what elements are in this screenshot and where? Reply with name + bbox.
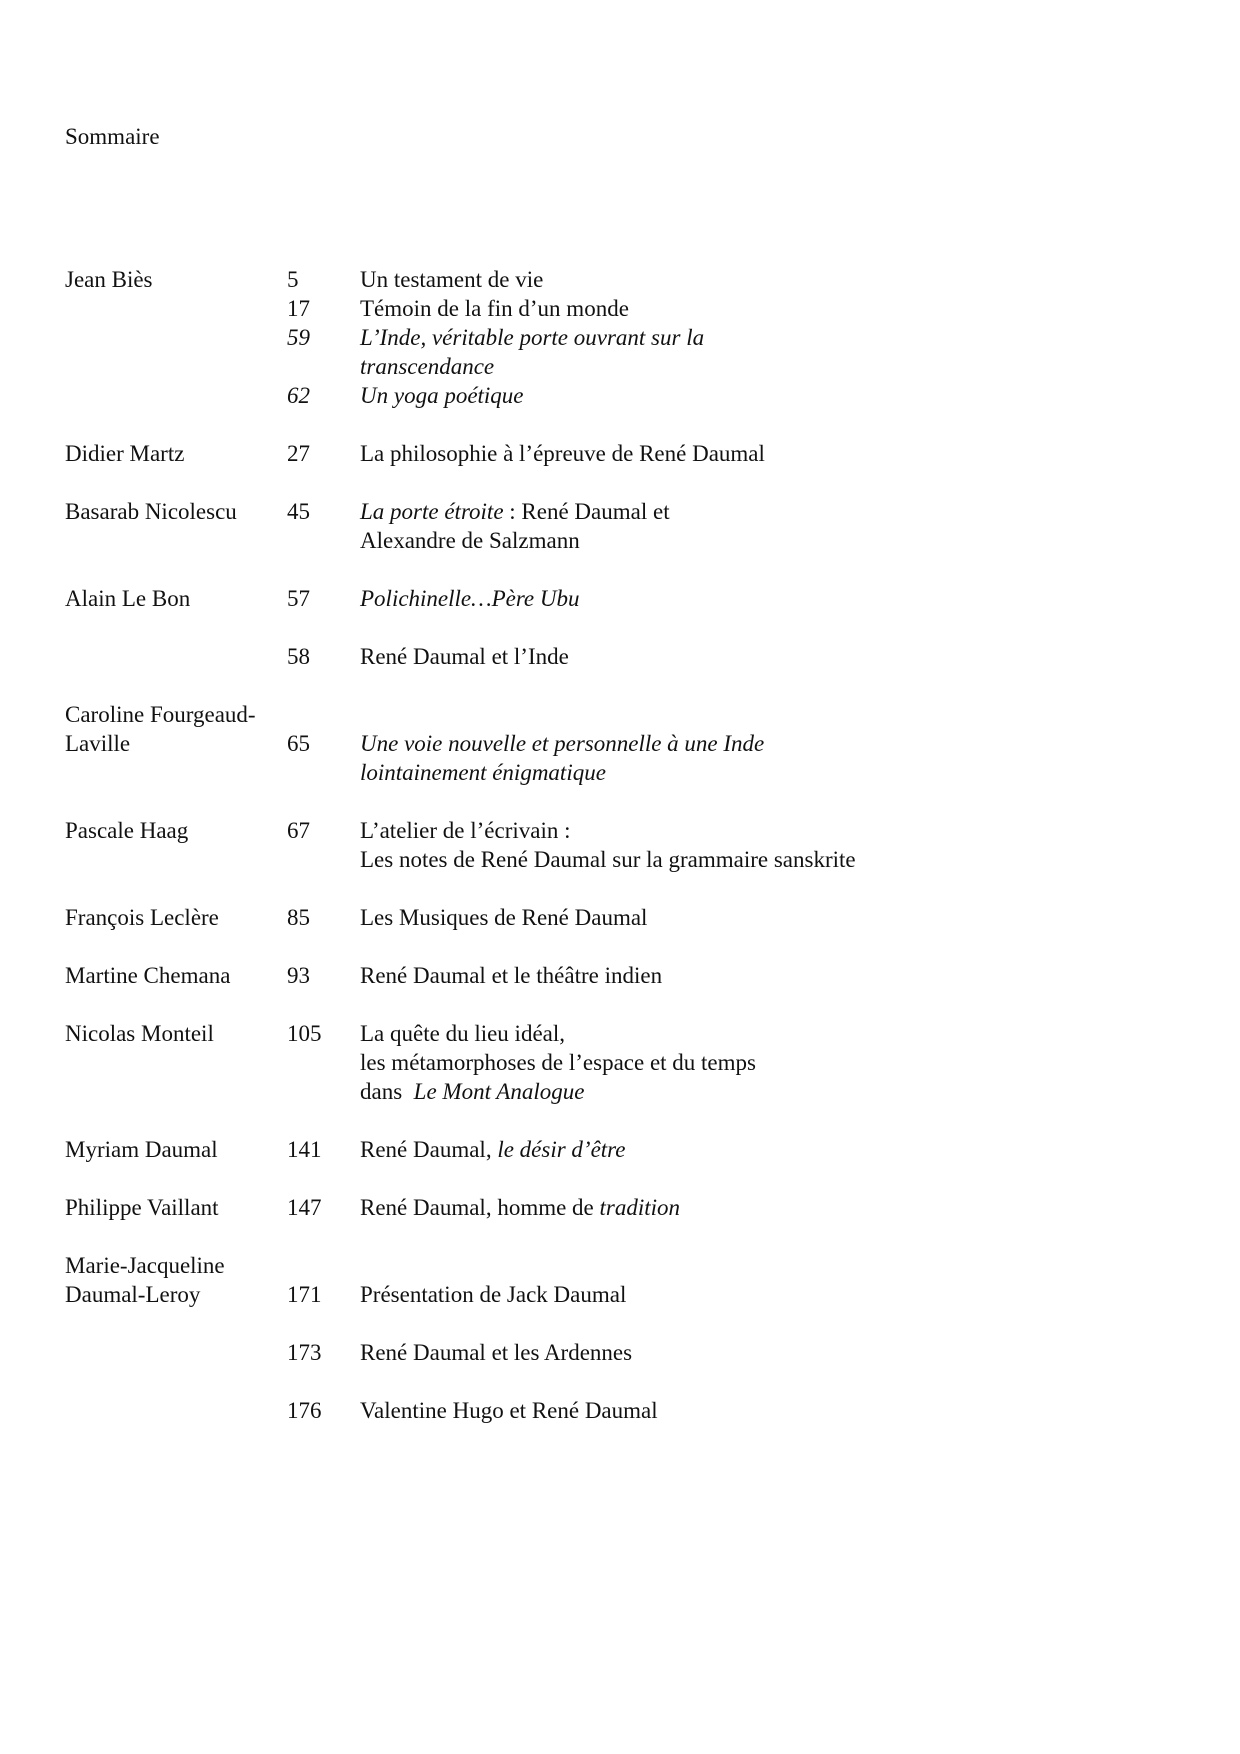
toc-title-fragment: le désir d’être [497,1137,626,1162]
toc-title-fragment: les métamorphoses de l’espace et du temps [360,1050,756,1075]
toc-entry [65,642,1165,671]
toc-title-line: La philosophie à l’épreuve de René Daumal [360,441,765,466]
toc-author: Basarab Nicolescu [65,499,237,524]
toc-title-line [360,526,1165,555]
toc-page-number: 58 [287,644,310,669]
toc-page-number: 141 [287,1137,322,1162]
toc-page-number: 17 [287,296,310,321]
toc-title [360,1338,1165,1367]
toc-entry [65,961,1165,990]
toc-title-line: L’Inde, véritable porte ouvrant sur la [360,325,705,350]
toc-entry [65,323,1165,381]
toc-author-line [65,1251,1165,1280]
toc-page-number: 171 [287,1282,322,1307]
toc-entry [65,903,1165,932]
toc-author: Martine Chemana [65,963,231,988]
toc-author: Alain Le Bon [65,586,191,611]
toc-page-number: 59 [287,325,310,350]
toc-page-number: 57 [287,586,310,611]
toc-author: Jean Biès [65,267,153,292]
toc-entry [65,1338,1165,1367]
group-spacer [65,874,1165,903]
toc-author: Didier Martz [65,441,185,466]
toc-author: Laville [65,731,131,756]
toc-title-line: René Daumal et le théâtre indien [360,963,663,988]
toc-title [360,439,1165,468]
toc-page-number: 147 [287,1195,322,1220]
toc-title [360,1396,1165,1425]
toc-author: Caroline Fourgeaud- [65,702,256,727]
toc-title [360,1280,1165,1309]
toc-title-line: lointainement énigmatique [360,760,606,785]
toc-title-fragment: : René Daumal et [503,499,670,524]
toc-title [360,1019,1165,1106]
toc-title-line [360,1193,1165,1222]
toc-author: Daumal-Leroy [65,1282,201,1307]
toc-title-fragment: dans [360,1079,414,1104]
group-spacer [65,1222,1165,1251]
group-spacer [65,1309,1165,1338]
toc-title [360,903,1165,932]
toc-title-line: Valentine Hugo et René Daumal [360,1398,658,1423]
toc-author: François Leclère [65,905,219,930]
toc-entry [65,1396,1165,1425]
toc-page-number: 85 [287,905,310,930]
toc-entry [65,1280,1165,1309]
toc-title-line [360,497,1165,526]
toc-title-line: Un yoga poétique [360,383,524,408]
toc-page-number: 5 [287,267,299,292]
toc-title [360,584,1165,613]
toc-title [360,1193,1165,1222]
toc-entry [65,584,1165,613]
toc-title-line [360,1019,1165,1048]
table-of-contents [65,265,1165,1425]
toc-page-number: 93 [287,963,310,988]
toc-title [360,381,1165,410]
toc-title-fragment: La porte étroite [360,499,504,524]
group-spacer [65,671,1165,700]
toc-page-number: 27 [287,441,310,466]
toc-page-number: 105 [287,1021,322,1046]
group-spacer [65,555,1165,584]
toc-title-line: Présentation de Jack Daumal [360,1282,627,1307]
toc-title [360,1135,1165,1164]
group-spacer [65,1367,1165,1396]
toc-title-fragment: Le Mont Analogue [413,1079,585,1104]
toc-title [360,816,1165,874]
toc-title [360,265,1165,294]
toc-title-line: Polichinelle…Père Ubu [360,586,580,611]
toc-title-line [360,1048,1165,1077]
toc-title-line: Un testament de vie [360,267,544,292]
toc-page-number: 176 [287,1398,322,1423]
toc-title-line: René Daumal et l’Inde [360,644,569,669]
toc-author: Marie-Jacqueline [65,1253,225,1278]
group-spacer [65,787,1165,816]
group-spacer [65,468,1165,497]
toc-title-line [360,1135,1165,1164]
toc-entry [65,1135,1165,1164]
group-spacer [65,410,1165,439]
toc-entry [65,381,1165,410]
toc-title-line: Les Musiques de René Daumal [360,905,648,930]
toc-page-number: 65 [287,731,310,756]
toc-author: Philippe Vaillant [65,1195,219,1220]
toc-title-line: René Daumal et les Ardennes [360,1340,633,1365]
toc-title-line: L’atelier de l’écrivain : [360,818,571,843]
toc-title [360,729,1165,787]
toc-title-fragment: tradition [599,1195,681,1220]
toc-entry [65,729,1165,787]
toc-entry [65,265,1165,294]
group-spacer [65,613,1165,642]
toc-title-line [360,1077,1165,1106]
toc-page-number: 62 [287,383,310,408]
toc-entry [65,439,1165,468]
toc-title-fragment: Alexandre de Salzmann [360,528,580,553]
toc-title-fragment: La quête du lieu idéal, [360,1021,566,1046]
group-spacer [65,932,1165,961]
toc-page-number: 173 [287,1340,322,1365]
group-spacer [65,1106,1165,1135]
toc-author: Nicolas Monteil [65,1021,214,1046]
toc-page-number: 67 [287,818,310,843]
toc-title-line: Les notes de René Daumal sur la grammaire sanskrite [360,847,856,872]
toc-title [360,497,1165,555]
toc-author: Myriam Daumal [65,1137,218,1162]
toc-entry [65,816,1165,874]
toc-title-line: Une voie nouvelle et personnelle à une Inde [360,731,765,756]
toc-entry [65,1193,1165,1222]
toc-entry [65,1019,1165,1106]
toc-title [360,961,1165,990]
toc-title [360,642,1165,671]
toc-title-line: transcendance [360,354,495,379]
toc-title-line: Témoin de la fin d’un monde [360,296,629,321]
toc-author-line [65,700,1165,729]
toc-title-fragment: René Daumal, homme de [360,1195,600,1220]
group-spacer [65,990,1165,1019]
toc-title [360,323,1165,381]
page-title: Sommaire [65,124,160,149]
toc-author: Pascale Haag [65,818,189,843]
group-spacer [65,1164,1165,1193]
toc-entry [65,497,1165,555]
toc-entry [65,294,1165,323]
toc-page-number: 45 [287,499,310,524]
toc-title [360,294,1165,323]
toc-title-fragment: René Daumal, [360,1137,498,1162]
